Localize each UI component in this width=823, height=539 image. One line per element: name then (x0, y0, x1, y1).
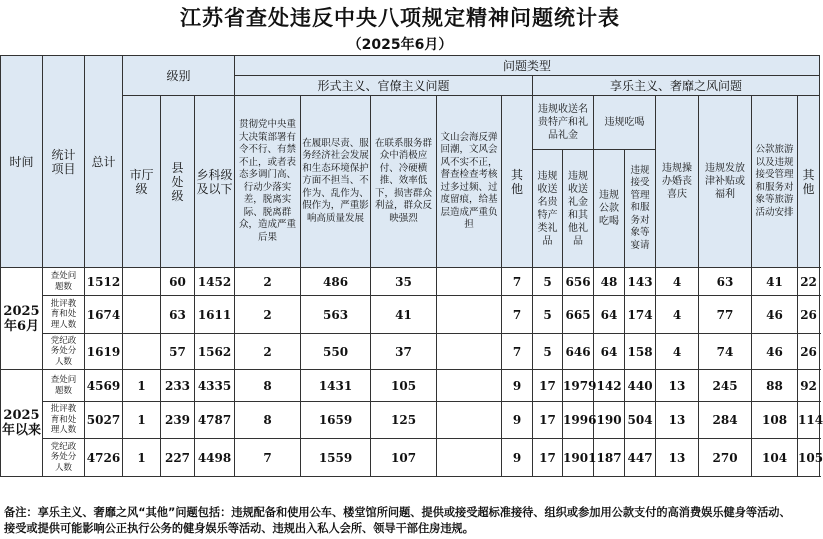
cell-total: 4726 (85, 439, 123, 477)
cell-wedding: 13 (656, 402, 699, 439)
cell-city: 1 (123, 439, 161, 477)
cell-county: 233 (161, 370, 195, 402)
cell-travel: 46 (752, 334, 798, 370)
page-subtitle: （2025年6月） (347, 37, 453, 53)
cell-f4 (437, 268, 502, 296)
header-gift-cash: 违规收送礼金和其他礼品 (563, 150, 594, 268)
header-eat-public: 违规公款吃喝 (594, 150, 625, 268)
footnote: 备注：享乐主义、奢靡之风“其他”问题包括：违规配备和使用公车、楼堂馆所问题、提供或接受超标准接待、组织或参加用公款支付的高消费娱乐健身等活动、接受或提供可能影响公正执行公务的健身娱乐等活动、违规出入私人会所、领导干部住房违规。 (4, 506, 791, 535)
cell-eat2: 440 (625, 370, 656, 402)
cell-total: 4569 (85, 370, 123, 402)
header-level-city-label: 市厅级 (129, 167, 154, 196)
header-formalism-service: 在联系服务群众中消极应付、冷硬横推、效率低下，损害群众利益，群众反映强烈 (371, 96, 437, 268)
header-wedding: 违规操办婚丧喜庆 (656, 96, 699, 268)
cell-eat2: 447 (625, 439, 656, 477)
header-level-township (195, 96, 235, 268)
cell-h-other: 105 (798, 439, 820, 477)
header-allowance: 违规发放津补贴或福利 (699, 96, 752, 268)
cell-f4 (437, 439, 502, 477)
cell-travel: 41 (752, 268, 798, 296)
stat-item-label (43, 334, 85, 370)
cell-county: 227 (161, 439, 195, 477)
cell-f-other: 9 (502, 402, 533, 439)
cell-h-other: 22 (798, 268, 820, 296)
cell-city (123, 296, 161, 334)
cell-gift2: 646 (563, 334, 594, 370)
cell-eat1: 64 (594, 296, 625, 334)
cell-travel: 108 (752, 402, 798, 439)
cell-h-other: 92 (798, 370, 820, 402)
header-eat-group: 违规吃喝 (594, 96, 656, 150)
cell-f4 (437, 296, 502, 334)
cell-f1: 8 (235, 402, 301, 439)
table-row (1, 370, 820, 402)
cell-wedding: 4 (656, 296, 699, 334)
cell-eat1: 64 (594, 334, 625, 370)
cell-f4 (437, 334, 502, 370)
header-formalism: 形式主义、官僚主义问题 (235, 76, 533, 96)
cell-f3: 105 (371, 370, 437, 402)
cell-gift1: 5 (533, 296, 563, 334)
header-stat-item (43, 56, 85, 268)
cell-f3: 125 (371, 402, 437, 439)
cell-city: 1 (123, 402, 161, 439)
table-row (1, 439, 820, 477)
stat-item-text: 党纪政务处分人数 (50, 441, 77, 473)
header-hedonism: 享乐主义、奢靡之风问题 (533, 76, 820, 96)
cell-gift1: 5 (533, 334, 563, 370)
table-row (1, 296, 820, 334)
header-formalism-meetings: 文山会海反弹回潮，文风会风不实不正，督查检查考核过多过频、过度留痕，给基层造成严重负担 (437, 96, 502, 268)
cell-f1: 2 (235, 334, 301, 370)
cell-h-other: 26 (798, 296, 820, 334)
table-body (1, 268, 823, 477)
cell-travel: 46 (752, 296, 798, 334)
cell-allowance: 270 (699, 439, 752, 477)
cell-county: 60 (161, 268, 195, 296)
cell-wedding: 13 (656, 370, 699, 402)
stat-item-text: 批评教育和处理人数 (50, 404, 77, 436)
header-level-township-label: 乡科级及以下 (196, 167, 233, 196)
table-row (1, 268, 820, 296)
stat-item-label (43, 439, 85, 477)
cell-allowance: 74 (699, 334, 752, 370)
cell-f-other: 7 (502, 268, 533, 296)
cell-f3: 35 (371, 268, 437, 296)
cell-gift1: 5 (533, 268, 563, 296)
header-problem-type: 问题类型 (235, 56, 820, 76)
cell-city (123, 268, 161, 296)
stat-item-label (43, 296, 85, 334)
cell-town: 4498 (195, 439, 235, 477)
cell-town: 1562 (195, 334, 235, 370)
cell-gift2: 656 (563, 268, 594, 296)
header-time: 时间 (1, 56, 43, 268)
cell-f2: 1431 (301, 370, 371, 402)
cell-eat2: 504 (625, 402, 656, 439)
cell-gift2: 1996 (563, 402, 594, 439)
cell-f2: 1659 (301, 402, 371, 439)
cell-f3: 107 (371, 439, 437, 477)
stat-item-label (43, 268, 85, 296)
cell-f-other: 7 (502, 334, 533, 370)
cell-allowance: 63 (699, 268, 752, 296)
cell-f2: 550 (301, 334, 371, 370)
cell-f1: 2 (235, 296, 301, 334)
cell-eat1: 190 (594, 402, 625, 439)
cell-f1: 8 (235, 370, 301, 402)
cell-gift1: 17 (533, 439, 563, 477)
cell-eat1: 48 (594, 268, 625, 296)
cell-town: 4335 (195, 370, 235, 402)
cell-wedding: 4 (656, 268, 699, 296)
header-formalism-other (502, 96, 533, 268)
header-gift-specialty: 违规收送名贵特产类礼品 (533, 150, 563, 268)
stat-item-text: 党纪政务处分人数 (50, 335, 77, 367)
cell-total: 1619 (85, 334, 123, 370)
cell-eat2: 143 (625, 268, 656, 296)
stat-item-label (43, 370, 85, 402)
cell-county: 63 (161, 296, 195, 334)
cell-county: 239 (161, 402, 195, 439)
cell-eat1: 187 (594, 439, 625, 477)
header-total: 总计 (85, 56, 123, 268)
cell-f1: 7 (235, 439, 301, 477)
header-formalism-other-label: 其他 (511, 167, 524, 196)
header-gift-group: 违规收送名贵特产和礼品礼金 (533, 96, 594, 150)
stat-item-label (43, 402, 85, 439)
header-formalism-duty: 在履职尽责、服务经济社会发展和生态环境保护方面不担当、不作为、乱作为、假作为，严重影响高质量发展 (301, 96, 371, 268)
cell-eat2: 158 (625, 334, 656, 370)
cell-gift2: 1979 (563, 370, 594, 402)
cell-f-other: 9 (502, 439, 533, 477)
cell-county: 57 (161, 334, 195, 370)
cell-travel: 104 (752, 439, 798, 477)
cell-f2: 563 (301, 296, 371, 334)
cell-f2: 1559 (301, 439, 371, 477)
cell-gift2: 1901 (563, 439, 594, 477)
cell-allowance: 245 (699, 370, 752, 402)
stat-item-text: 查处问题数 (50, 271, 77, 292)
period-label: 2025年以来 (1, 370, 43, 477)
cell-allowance: 77 (699, 296, 752, 334)
cell-h-other: 26 (798, 334, 820, 370)
table-row (1, 334, 820, 370)
cell-f4 (437, 402, 502, 439)
cell-wedding: 13 (656, 439, 699, 477)
stat-item-text: 查处问题数 (50, 375, 77, 396)
cell-gift2: 665 (563, 296, 594, 334)
header-eat-banquet: 违规接受管理和服务对象等宴请 (625, 150, 656, 268)
cell-town: 1452 (195, 268, 235, 296)
header-level-city (123, 96, 161, 268)
period-label: 2025年6月 (1, 268, 43, 370)
cell-gift1: 17 (533, 402, 563, 439)
cell-eat1: 142 (594, 370, 625, 402)
header-formalism-decision: 贯彻党中央重大决策部署有令不行、有禁不止，或者表态多调门高、行动少落实差，脱离实际、脱离群众，造成严重后果 (235, 96, 301, 268)
cell-gift1: 17 (533, 370, 563, 402)
cell-city (123, 334, 161, 370)
cell-town: 1611 (195, 296, 235, 334)
cell-wedding: 4 (656, 334, 699, 370)
header-level-county (161, 96, 195, 268)
table-row (1, 402, 820, 439)
header-travel: 公款旅游以及违规接受管理和服务对象等旅游活动安排 (752, 96, 798, 268)
header-hedonism-other: 其他 (798, 96, 820, 268)
statistics-table (0, 55, 823, 477)
cell-total: 1674 (85, 296, 123, 334)
cell-f2: 486 (301, 268, 371, 296)
cell-allowance: 284 (699, 402, 752, 439)
cell-f-other: 7 (502, 296, 533, 334)
page-title: 江苏省查处违反中央八项规定精神问题统计表 (180, 6, 620, 30)
cell-f1: 2 (235, 268, 301, 296)
cell-f-other: 9 (502, 370, 533, 402)
cell-eat2: 174 (625, 296, 656, 334)
header-stat-item-label: 统计项目 (51, 147, 76, 176)
cell-total: 1512 (85, 268, 123, 296)
cell-f3: 37 (371, 334, 437, 370)
stat-item-text: 批评教育和处理人数 (50, 298, 77, 330)
cell-travel: 88 (752, 370, 798, 402)
header-level: 级别 (123, 56, 235, 96)
cell-city: 1 (123, 370, 161, 402)
header-level-county-label: 县处级 (171, 160, 184, 203)
cell-town: 4787 (195, 402, 235, 439)
cell-total: 5027 (85, 402, 123, 439)
cell-f3: 41 (371, 296, 437, 334)
cell-h-other: 114 (798, 402, 820, 439)
cell-f4 (437, 370, 502, 402)
